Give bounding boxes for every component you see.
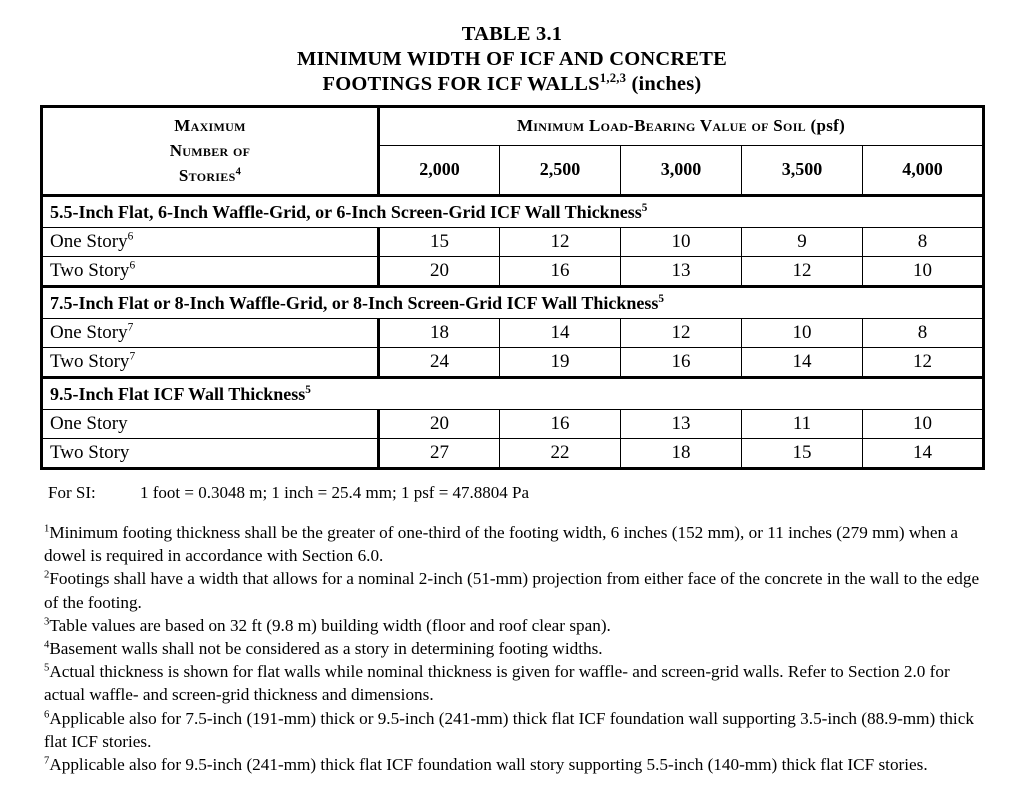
cell-0-1-1: 16: [500, 257, 621, 287]
cell-1-0-4: 8: [863, 319, 984, 348]
row-label-1-0: [42, 319, 379, 348]
section-heading-2: [42, 378, 984, 410]
section-heading-0-text: 5.5-Inch Flat, 6-Inch Waffle-Grid, or 6-Inch Screen-Grid ICF Wall Thickness: [50, 201, 642, 222]
section-heading-0: [42, 196, 984, 228]
cell-2-1-2: 18: [621, 439, 742, 469]
cell-0-0-3: 9: [742, 228, 863, 257]
row-label-1-1-footnote-ref: 7: [129, 350, 136, 363]
cell-2-0-2: 13: [621, 410, 742, 439]
row-label-1-1: [42, 348, 379, 378]
row-label-1-0-text: One Story: [50, 321, 128, 343]
footnote-7-text: Applicable also for 9.5-inch (241-mm) thick flat ICF foundation wall story supporting 5.5-inch (140-mm) thick flat ICF stories.: [49, 755, 928, 775]
si-label: For SI:: [48, 483, 96, 502]
row-label-0-1-footnote-ref: 6: [129, 259, 136, 272]
row-label-0-1: [42, 257, 379, 287]
cell-2-0-0: 20: [379, 410, 500, 439]
table-row: [42, 348, 984, 378]
cell-1-0-0: 18: [379, 319, 500, 348]
footnote-5: [44, 660, 980, 706]
footnote-3: [44, 614, 980, 637]
section-header-row: [42, 378, 984, 410]
section-heading-2-footnote-ref: 5: [305, 383, 311, 396]
table-number: TABLE 3.1: [461, 23, 563, 45]
cell-0-1-4: 10: [863, 257, 984, 287]
footnotes-block: [44, 521, 980, 776]
footnote-4: [44, 637, 980, 660]
footnote-1-text: Minimum footing thickness shall be the greater of one-third of the footing width, 6 inches (152 mm), or 11 inches (279 mm) when a dowel is required in accordance with Section 6.0.: [44, 523, 959, 566]
cell-2-1-3: 15: [742, 439, 863, 469]
table-title-line-2: MINIMUM WIDTH OF ICF AND CONCRETE: [296, 48, 728, 70]
footnote-6-marker: 6: [44, 708, 50, 720]
cell-0-0-0: 15: [379, 228, 500, 257]
header-soil-unit: (psf): [810, 115, 846, 135]
cell-2-0-4: 10: [863, 410, 984, 439]
table-container: [40, 105, 984, 470]
table-row: [42, 319, 984, 348]
footnote-6: [44, 707, 980, 753]
section-heading-0-footnote-ref: 5: [641, 201, 648, 214]
header-stories-line-1: Maximum: [174, 116, 246, 135]
footnote-7: [44, 753, 980, 776]
cell-2-0-3: 11: [742, 410, 863, 439]
section-heading-1-text: 7.5-Inch Flat or 8-Inch Waffle-Grid, or 8-Inch Screen-Grid ICF Wall Thickness: [50, 292, 659, 313]
header-stories-word: Stories: [178, 166, 236, 185]
header-value-col-1: 2,500: [500, 145, 621, 195]
footnote-7-marker: 7: [44, 755, 50, 767]
cell-0-0-2: 10: [621, 228, 742, 257]
footnote-4-text: Basement walls shall not be considered as a story in determining footing widths.: [49, 639, 603, 659]
cell-2-1-4: 14: [863, 439, 984, 469]
cell-2-0-1: 16: [500, 410, 621, 439]
cell-2-1-0: 27: [379, 439, 500, 469]
table-title-units: (inches): [626, 73, 702, 95]
cell-0-1-3: 12: [742, 257, 863, 287]
header-min-load-bearing-value: [379, 107, 984, 146]
cell-1-0-2: 12: [621, 319, 742, 348]
cell-1-1-1: 19: [500, 348, 621, 378]
row-label-0-0-footnote-ref: 6: [127, 230, 134, 243]
header-value-col-3: 3,500: [742, 145, 863, 195]
footnote-1: [44, 521, 980, 567]
cell-0-1-2: 13: [621, 257, 742, 287]
row-label-2-0: [42, 410, 379, 439]
header-value-col-2: 3,000: [621, 145, 742, 195]
table-title-footnote-refs: 1,2,3: [599, 71, 627, 86]
cell-1-1-0: 24: [379, 348, 500, 378]
footnote-1-marker: 1: [44, 523, 50, 535]
table-title-block: [0, 0, 1024, 97]
footnote-5-marker: 5: [44, 662, 50, 674]
table-row: [42, 228, 984, 257]
cell-1-1-4: 12: [863, 348, 984, 378]
section-header-row: [42, 287, 984, 319]
cell-1-1-3: 14: [742, 348, 863, 378]
section-heading-1: [42, 287, 984, 319]
table-header-row-1: [42, 107, 984, 146]
table-title-line-3-main: FOOTINGS FOR ICF WALLS: [322, 73, 600, 95]
row-label-1-0-footnote-ref: 7: [127, 321, 134, 334]
header-stories-footnote-ref: 4: [235, 166, 242, 178]
si-conversions: 1 foot = 0.3048 m; 1 inch = 25.4 mm; 1 psf = 47.8804 Pa: [140, 483, 530, 502]
section-heading-2-text: 9.5-Inch Flat ICF Wall Thickness: [50, 383, 306, 404]
row-label-0-0: [42, 228, 379, 257]
header-stories-line-2: Number of: [169, 141, 251, 160]
section-header-row: [42, 196, 984, 228]
footnote-3-marker: 3: [44, 616, 50, 628]
header-value-col-0: 2,000: [379, 145, 500, 195]
table-row: [42, 410, 984, 439]
cell-0-0-4: 8: [863, 228, 984, 257]
footnote-2: [44, 567, 980, 613]
section-heading-1-footnote-ref: 5: [658, 292, 664, 305]
cell-1-1-2: 16: [621, 348, 742, 378]
table-row: [42, 439, 984, 469]
footnote-2-text: Footings shall have a width that allows for a nominal 2-inch (51-mm) projection from either face of the concrete in the wall to the edge of the footing.: [44, 569, 980, 612]
table-title-line-3: [0, 72, 1024, 97]
row-label-0-0-text: One Story: [50, 230, 128, 252]
row-label-2-0-text: One Story: [50, 412, 128, 434]
footnote-3-text: Table values are based on 32 ft (9.8 m) building width (floor and roof clear span).: [49, 615, 611, 635]
header-stories-line-3: [47, 163, 373, 188]
cell-1-0-1: 14: [500, 319, 621, 348]
cell-2-1-1: 22: [500, 439, 621, 469]
icf-footing-width-table: [40, 105, 985, 470]
header-value-col-4: 4,000: [863, 145, 984, 195]
row-label-2-1: [42, 439, 379, 469]
footnote-4-marker: 4: [44, 639, 50, 651]
row-label-0-1-text: Two Story: [50, 259, 130, 281]
cell-0-0-1: 12: [500, 228, 621, 257]
table-row: [42, 257, 984, 287]
footnote-6-text: Applicable also for 7.5-inch (191-mm) thick or 9.5-inch (241-mm) thick flat ICF foundation wall supporting 3.5-inch (88.9-mm) thick flat ICF stories.: [44, 708, 974, 751]
footnote-2-marker: 2: [44, 569, 50, 581]
si-conversion-line: [48, 483, 1024, 503]
row-label-2-1-text: Two Story: [50, 441, 130, 463]
row-label-1-1-text: Two Story: [50, 350, 130, 372]
footnote-5-text: Actual thickness is shown for flat walls while nominal thickness is given for waffle- and screen-grid walls. Refer to Section 2.0 for actual waffle- and screen-grid thickness and dimensions.: [44, 662, 950, 705]
cell-0-1-0: 20: [379, 257, 500, 287]
cell-1-0-3: 10: [742, 319, 863, 348]
header-max-number-of-stories: [42, 107, 379, 196]
header-soil-label: Minimum Load-Bearing Value of Soil: [516, 115, 811, 135]
